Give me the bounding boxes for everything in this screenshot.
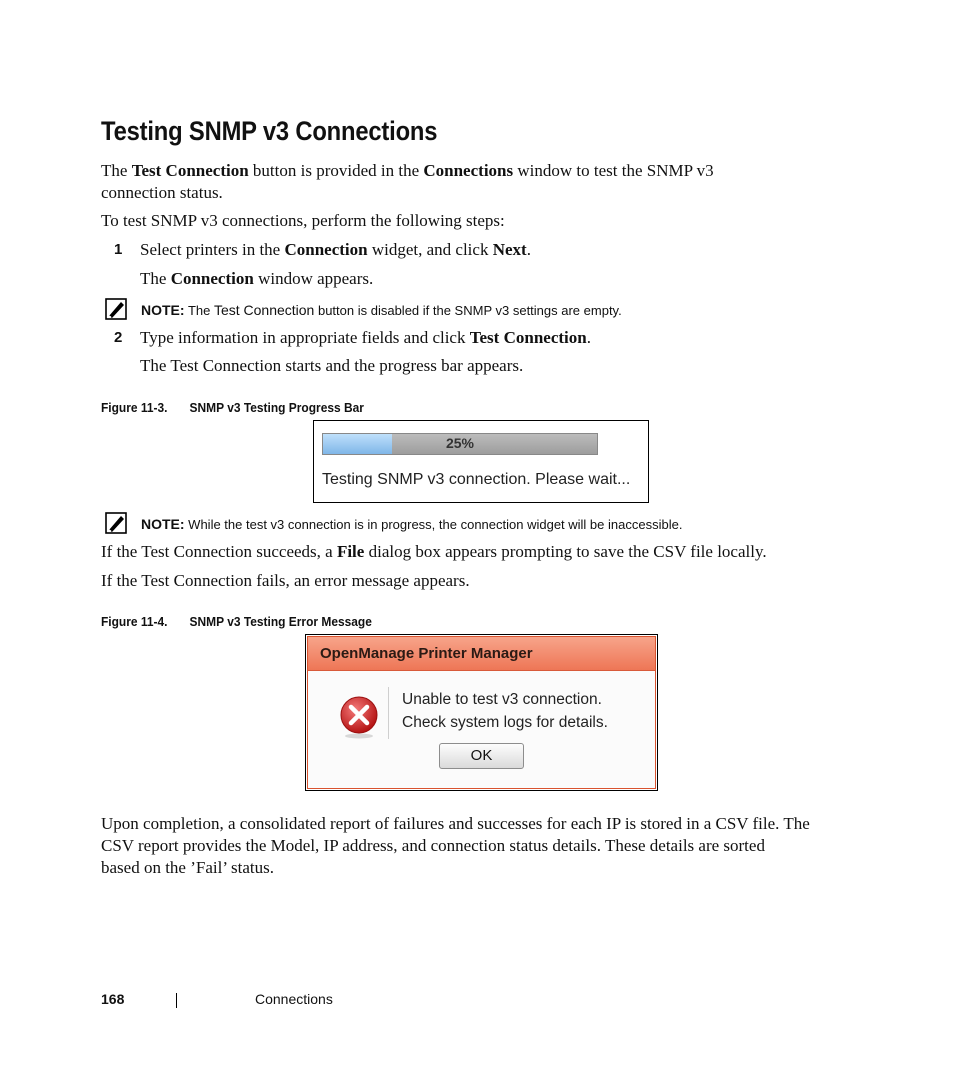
dialog-title: OpenManage Printer Manager — [320, 645, 533, 662]
footer-divider — [176, 993, 177, 1008]
note-text: NOTE: The Test Connection button is disabled if the SNMP v3 settings are empty. — [141, 302, 622, 318]
error-dialog — [305, 634, 658, 791]
step-result: The Test Connection starts and the progress bar appears. — [140, 356, 524, 375]
steps-intro: To test SNMP v3 connections, perform the following steps: — [101, 211, 505, 230]
step-text: Select printers in the Connection widget, and click Next. — [140, 240, 531, 259]
progress-label: 25% — [445, 435, 475, 451]
step-number: 1 — [114, 241, 123, 258]
intro-paragraph: The Test Connection button is provided in the Connections window to test the SNMP v3 connection status. — [101, 161, 714, 202]
step-number: 2 — [114, 329, 123, 346]
conclusion-paragraph: Upon completion, a consolidated report of failures and successes for each IP is stored in a CSV file. The CSV report provides the Model, IP address, and connection status details. These details are sorted based on the ’Fail’ status. — [101, 814, 810, 877]
failure-paragraph: If the Test Connection fails, an error message appears. — [101, 571, 470, 590]
success-paragraph: If the Test Connection succeeds, a File dialog box appears prompting to save the CSV file locally. — [101, 542, 767, 561]
progress-dialog — [313, 420, 649, 503]
step-result: The Connection window appears. — [140, 269, 374, 288]
dialog-separator — [388, 687, 389, 739]
page-title: Testing SNMP v3 Connections — [101, 116, 438, 146]
figure-caption: Figure 11-3. SNMP v3 Testing Progress Bar — [101, 400, 364, 415]
step-text: Type information in appropriate fields and click Test Connection. — [140, 328, 591, 347]
progress-message: Testing SNMP v3 connection. Please wait... — [322, 471, 631, 488]
note-icon — [105, 512, 127, 534]
note-text: NOTE: While the test v3 connection is in progress, the connection widget will be inaccessible. — [141, 516, 683, 532]
note-icon — [105, 298, 127, 320]
dialog-titlebar — [308, 637, 655, 671]
page-number: 168 — [101, 991, 125, 1007]
ok-button[interactable]: OK — [439, 743, 524, 769]
footer-section: Connections — [255, 991, 333, 1007]
error-icon — [339, 696, 379, 740]
progress-bar — [322, 433, 598, 455]
error-message-line1: Unable to test v3 connection. — [402, 691, 602, 708]
figure-caption: Figure 11-4. SNMP v3 Testing Error Message — [101, 614, 372, 629]
error-message-line2: Check system logs for details. — [402, 714, 608, 731]
